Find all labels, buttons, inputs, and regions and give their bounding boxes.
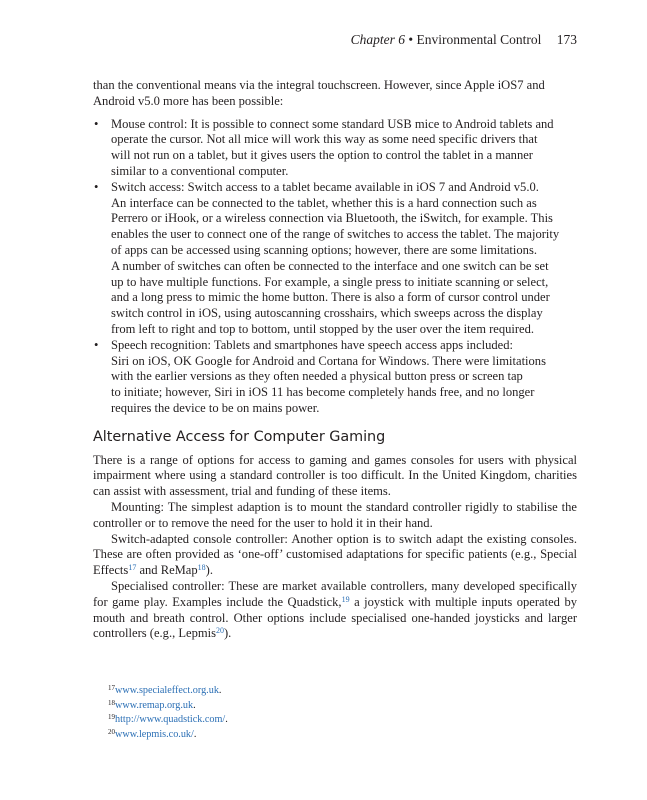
bullet-line: requires the device to be on mains power. <box>111 400 320 415</box>
bullet-line: A number of switches can often be connected to the interface and one switch can be set <box>111 258 549 273</box>
paragraph-gaming-intro: There is a range of options for access to gaming and games consoles for users with physical impairment where using a standard controller is too difficult. In the United Kingdom, charities can assist with assessment, trial and funding of these items. <box>93 452 577 499</box>
footnote-number: 20 <box>108 727 115 736</box>
bullet-line: Perrero or iHook, or a wireless connection via Bluetooth, the iSwitch, for example. This <box>111 211 553 226</box>
bullet-symbol: • <box>94 337 99 352</box>
intro-paragraph <box>93 78 577 110</box>
footnote-punct: . <box>193 728 197 740</box>
footnote-number: 17 <box>108 684 115 692</box>
bullet-item-switch-access <box>93 180 577 338</box>
paragraph-text: ). <box>205 563 213 578</box>
bullet-line: and a long press to mimic the home button. There is also a form of cursor control under <box>111 290 550 305</box>
bullet-line: Switch access: Switch access to a tablet became available in iOS 7 and Android v5.0. <box>111 179 539 194</box>
bullet-line: similar to a conventional computer. <box>111 163 289 178</box>
footnote-punct: . <box>193 699 196 711</box>
footnote-17 <box>108 684 578 699</box>
bullet-line: switch control in iOS, using autoscanning crosshairs, which sweeps across the display <box>111 306 543 321</box>
bullet-list <box>93 117 577 417</box>
bullet-symbol: • <box>94 116 99 131</box>
paragraph-text: ). <box>224 626 232 641</box>
bullet-line: of apps can be accessed using scanning options; however, there are some limitations. <box>111 242 537 257</box>
body-text <box>93 78 577 642</box>
section-heading: Alternative Access for Computer Gaming <box>93 428 386 445</box>
bullet-item-speech-recognition <box>93 338 577 417</box>
footnote-punct: . <box>218 685 222 696</box>
chapter-label: Chapter 6 <box>350 32 406 47</box>
footnote-punct: . <box>225 714 228 725</box>
footnote-ref-17[interactable]: 17 <box>128 563 137 573</box>
paragraph-specialised-controller <box>93 579 577 642</box>
page-number: 173 <box>556 32 577 47</box>
footnote-ref-19[interactable]: 19 <box>341 594 350 604</box>
paragraph-text: and ReMap <box>136 563 198 578</box>
bullet-line: up to have multiple functions. For example, a single press to initiate scanning or select, <box>111 274 549 289</box>
footnote-ref-18[interactable]: 18 <box>197 563 206 573</box>
paragraph-text: Specialised controller: These are market available controllers, many developed specifically for game play. Examples include the Quadstick, <box>93 578 577 609</box>
footnote-number: 19 <box>108 713 115 721</box>
bullet-line: Speech recognition: Tablets and smartphones have speech access apps included: <box>111 337 514 352</box>
footnote-18 <box>108 699 578 714</box>
footnotes <box>108 684 578 742</box>
paragraph-text: Switch-adapted console controller: Another option is to switch adapt the existing consoles. These are often provided as ‘one-off’ customised adaptations for specific patients (e.g., Special Effects <box>93 531 577 578</box>
footnote-link-quadstick[interactable]: http://www.quadstick.com/ <box>115 714 226 725</box>
running-head <box>93 32 577 48</box>
bullet-symbol: • <box>94 179 99 194</box>
footnote-20 <box>108 728 578 743</box>
bullet-line: to initiate; however, Siri in iOS 11 has become completely hands free, and no longer <box>111 385 535 400</box>
footnote-ref-20[interactable]: 20 <box>216 626 224 636</box>
bullet-line: An interface can be connected to the tablet, whether this is a hard connection such as <box>111 195 537 210</box>
intro-line: than the conventional means via the integral touchscreen. However, since Apple iOS7 and <box>93 78 545 92</box>
paragraph-mounting: Mounting: The simplest adaption is to mount the standard controller rigidly to stabilise the controller or to remove the need for the user to hold it in their hand. <box>93 499 577 530</box>
footnote-link-specialeffect[interactable]: www.specialeffect.org.uk <box>115 685 219 696</box>
chapter-title: Environmental Control <box>416 32 542 47</box>
bullet-line: with the earlier versions as they often needed a physical button press or screen tap <box>111 369 523 384</box>
bullet-item-mouse-control <box>93 117 577 180</box>
bullet-line: Siri on iOS, OK Google for Android and Cortana for Windows. There were limitations <box>111 353 546 368</box>
intro-line: Android v5.0 more has been possible: <box>93 93 284 108</box>
bullet-line: will not run on a tablet, but it gives users the option to control the tablet in a manner <box>111 148 533 163</box>
footnote-number: 18 <box>108 698 115 707</box>
paragraph-text: a joystick with multiple inputs operated by mouth and breath control. Other options include specialised one-handed joysticks and larger controllers (e.g., Lepmis <box>93 594 577 641</box>
footnote-19 <box>108 713 578 728</box>
bullet-line: from left to right and top to bottom, until stopped by the user over the item required. <box>111 321 535 336</box>
bullet-line: Mouse control: It is possible to connect some standard USB mice to Android tablets and <box>111 116 554 131</box>
bullet-line: operate the cursor. Not all mice will work this way as some need specific drivers that <box>111 132 538 147</box>
header-bullet: • <box>408 32 414 47</box>
footnote-link-lepmis[interactable]: www.lepmis.co.uk/ <box>115 728 194 740</box>
footnote-link-remap[interactable]: www.remap.org.uk <box>115 699 194 711</box>
paragraph-switch-adapted <box>93 532 577 579</box>
bullet-line: enables the user to connect one of the range of switches to access the tablet. The majority <box>111 227 560 242</box>
